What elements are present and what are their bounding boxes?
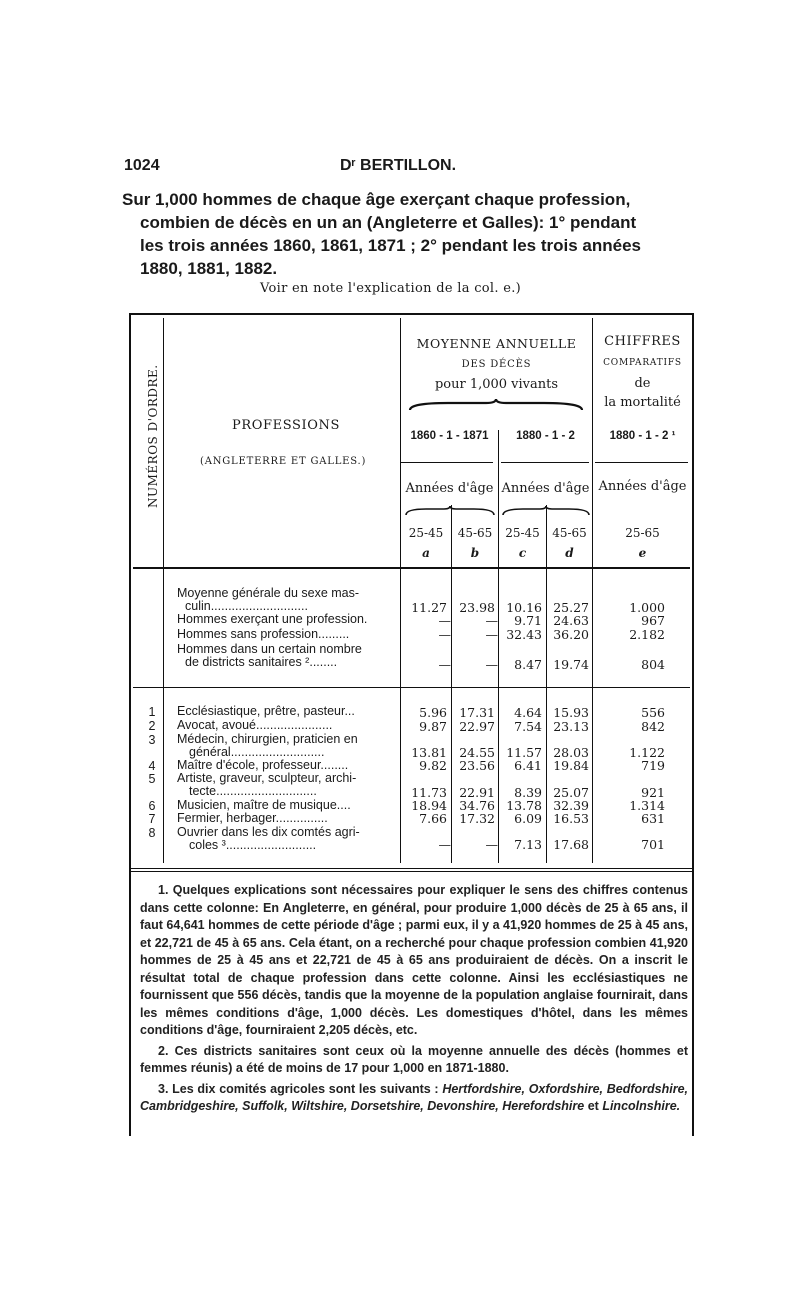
row-label-line: Hommes exerçant une profession. <box>177 612 368 626</box>
row-label-line: Musicien, maître de musique.... <box>177 798 351 812</box>
header-age-a: 25-45 <box>408 526 444 540</box>
header-moyenne-l3: pour 1,000 vivants <box>434 377 559 392</box>
table-row <box>177 826 360 852</box>
header-moyenne-l1: MOYENNE ANNUELLE <box>416 336 577 351</box>
cell-e: 2.182 <box>629 627 665 642</box>
rule-table-bottom-2 <box>131 871 692 872</box>
frame-left <box>129 313 131 1136</box>
cell-b: 24.55 <box>459 745 495 760</box>
rule-period2 <box>501 462 589 463</box>
header-annees-age-2: Années d'âge <box>501 481 590 496</box>
header-numeros-ordre: NUMÉROS D'ORDRE. <box>146 364 160 508</box>
row-number: 4 <box>148 759 156 773</box>
footnote-3-counties: Hertfordshire, Oxfordshire, Bedfordshire, Cambridgeshire, Suffolk, Wiltshire, Dorsetshire, Devonshire, Herefordshire <box>140 1081 688 1113</box>
cell-c: 4.64 <box>514 705 542 720</box>
cell-a: 9.87 <box>419 719 447 734</box>
sep-numeros <box>163 318 164 863</box>
cell-e: 719 <box>641 758 665 773</box>
rule-period3 <box>595 462 688 463</box>
table-row <box>177 643 362 669</box>
table-row <box>177 613 367 626</box>
running-header-author: Dʳ BERTILLON. <box>340 157 457 174</box>
cell-d: 25.27 <box>553 600 589 615</box>
cell-b: 23.98 <box>459 600 495 615</box>
page-number: 1024 <box>124 157 160 174</box>
cell-a: — <box>438 657 451 672</box>
title-line-3: les trois années 1860, 1861, 1871 ; 2° pendant les trois années <box>140 236 641 255</box>
row-number: 7 <box>148 812 156 826</box>
table-row <box>177 587 359 613</box>
row-number: 6 <box>148 799 156 813</box>
row-label-line: général........................... <box>189 745 325 759</box>
row-number: 5 <box>148 772 156 786</box>
cell-e: 1.122 <box>629 745 665 760</box>
brace-annees-2 <box>501 505 591 517</box>
row-label-line: Fermier, herbager............... <box>177 811 328 825</box>
header-letter-d: d <box>565 546 574 560</box>
cell-b: 34.76 <box>459 798 495 813</box>
title-note: Voir en note l'explication de la col. e.) <box>260 281 522 296</box>
cell-c: 6.09 <box>514 811 542 826</box>
header-age-b: 45-65 <box>457 526 493 540</box>
row-number: 1 <box>148 705 156 719</box>
frame-right <box>692 313 694 1136</box>
footnote-3 <box>140 1081 688 1116</box>
cell-e: 921 <box>641 785 665 800</box>
row-label-line: coles ³.......................... <box>189 838 317 852</box>
sep-professions <box>400 318 401 863</box>
cell-e: 1.000 <box>629 600 665 615</box>
table-row <box>177 719 332 732</box>
table-title <box>122 188 702 280</box>
row-label-line: Ouvrier dans les dix comtés agri- <box>177 825 360 839</box>
cell-e: 804 <box>641 657 665 672</box>
cell-a: 11.27 <box>411 600 447 615</box>
rule-header-bottom <box>133 567 690 569</box>
header-moyenne-l2: DES DÉCÈS <box>461 359 532 370</box>
header-chiffres-l1: CHIFFRES <box>604 334 681 349</box>
cell-e: 967 <box>641 613 665 628</box>
cell-d: 17.68 <box>553 837 589 852</box>
table-row <box>177 733 358 759</box>
row-label-line: Avocat, avoué...................... <box>177 718 333 732</box>
header-period-2: 1880 - 1 - 2 <box>516 430 575 442</box>
cell-c: 10.16 <box>506 600 542 615</box>
footnote-2: 2. Ces districts sanitaires sont ceux où la moyenne annuelle des décès (hommes et femmes réunis) a été de moins de 17 pour 1,000 en 1871-1880. <box>140 1043 688 1075</box>
cell-a: 9.82 <box>419 758 447 773</box>
footnote-1: 1. Quelques explications sont nécessaires pour expliquer le sens des chiffres contenus dans cette colonne: En Angleterre, en général, pour produire 1,000 décès de 25 à 65 ans, il faut 64,641 hommes de cette période d'âge ; parmi eux, il y a 41,920 hommes de 25 à 45 ans, et 22,721 de 45 à 65 ans. Cela étant, on a recherché pour chaque profession combien 41,920 hommes de 25 à 45 ans et 22,721 de 45 à 65 ans produiraient de décès. On a inscrit le résultat total de chaque profession dans cette colonne. Ainsi les ecclésiastiques ne fournissent que 556 décès, tandis que la moyenne de la population anglaise fournirait, dans les mêmes conditions d'âge, 1,000 décès. Les domestiques d'hôtel, dans les mêmes conditions d'âge, fourniraient 2,205 décès, etc. <box>140 883 688 1037</box>
row-number: 2 <box>148 719 156 733</box>
brace-annees-1 <box>404 505 496 517</box>
cell-a: 7.66 <box>419 811 447 826</box>
header-chiffres-l4: la mortalité <box>604 395 681 410</box>
header-period-1: 1860 - 1 - 1871 <box>410 430 489 442</box>
rule-period1 <box>401 462 493 463</box>
header-age-d: 45-65 <box>552 526 587 540</box>
cell-b: 17.31 <box>459 705 495 720</box>
cell-c: 32.43 <box>506 627 542 642</box>
cell-b: 17.32 <box>459 811 495 826</box>
cell-c: 9.71 <box>514 613 542 628</box>
row-label-line: Hommes sans profession......... <box>177 627 350 641</box>
cell-b: — <box>485 657 498 672</box>
cell-a: 18.94 <box>411 798 447 813</box>
row-label-line: culin............................ <box>185 599 308 613</box>
rule-group-sep <box>133 687 690 688</box>
brace-moyenne <box>408 398 584 414</box>
header-chiffres-l2: COMPARATIFS <box>603 358 682 368</box>
cell-a: 11.73 <box>411 785 447 800</box>
title-line-2: combien de décès en un an (Angleterre et Galles): 1° pendant <box>140 213 637 232</box>
cell-b: — <box>485 837 498 852</box>
cell-e: 556 <box>641 705 665 720</box>
row-label-line: Hommes dans un certain nombre <box>177 642 362 656</box>
row-number: 3 <box>148 733 156 747</box>
row-label-line: Artiste, graveur, sculpteur, archi- <box>177 771 357 785</box>
cell-c: 8.39 <box>514 785 542 800</box>
cell-b: — <box>485 613 498 628</box>
header-chiffres-l3: de <box>634 376 651 391</box>
cell-d: 15.93 <box>553 705 589 720</box>
cell-d: 36.20 <box>553 627 589 642</box>
cell-a: 5.96 <box>419 705 447 720</box>
footnotes <box>140 882 688 1119</box>
row-label-line: Médecin, chirurgien, praticien en <box>177 732 358 746</box>
cell-d: 16.53 <box>553 811 589 826</box>
cell-b: 22.91 <box>459 785 495 800</box>
cell-d: 28.03 <box>553 745 589 760</box>
table-row <box>177 628 349 641</box>
cell-a: — <box>438 613 451 628</box>
header-age-e: 25-65 <box>625 526 660 540</box>
cell-c: 11.57 <box>506 745 542 760</box>
header-annees-age-3: Années d'âge <box>598 479 687 494</box>
table-row <box>177 812 328 825</box>
cell-d: 23.13 <box>553 719 589 734</box>
cell-d: 24.63 <box>553 613 589 628</box>
header-professions-sub: (ANGLETERRE ET GALLES.) <box>200 456 367 467</box>
header-letter-e: e <box>638 546 647 560</box>
cell-b: 23.56 <box>459 758 495 773</box>
header-period-3: 1880 - 1 - 2 ¹ <box>609 430 676 442</box>
cell-d: 19.84 <box>553 758 589 773</box>
cell-c: 7.54 <box>514 719 542 734</box>
cell-e: 842 <box>641 719 665 734</box>
footnote-3-prefix: 3. Les dix comités agricoles sont les suivants : <box>158 1081 439 1096</box>
header-annees-age-1: Années d'âge <box>405 481 494 496</box>
cell-c: 6.41 <box>514 758 542 773</box>
title-line-1: Sur 1,000 hommes de chaque âge exerçant chaque profession, <box>122 190 631 209</box>
cell-c: 8.47 <box>514 657 542 672</box>
cell-c: 7.13 <box>514 837 542 852</box>
header-letter-c: c <box>518 546 527 560</box>
footnote-3-last: Lincolnshire. <box>602 1099 681 1113</box>
header-letter-b: b <box>470 546 480 560</box>
cell-a: — <box>438 837 451 852</box>
header-professions: PROFESSIONS <box>232 418 340 433</box>
cell-b: 22.97 <box>459 719 495 734</box>
row-label-line: Ecclésiastique, prêtre, pasteur... <box>177 704 355 718</box>
header-age-c: 25-45 <box>505 526 540 540</box>
row-label-line: de districts sanitaires ²........ <box>185 655 338 669</box>
cell-e: 701 <box>641 837 665 852</box>
rule-table-bottom <box>131 868 692 869</box>
row-label-line: tecte............................. <box>189 784 317 798</box>
cell-b: — <box>485 627 498 642</box>
table-row <box>177 772 356 798</box>
title-line-4: 1880, 1881, 1882. <box>140 259 278 278</box>
table-row <box>177 705 355 718</box>
cell-d: 32.39 <box>553 798 589 813</box>
cell-e: 631 <box>641 811 665 826</box>
cell-d: 19.74 <box>553 657 589 672</box>
row-label-line: Moyenne générale du sexe mas- <box>177 586 360 600</box>
cell-d: 25.07 <box>553 785 589 800</box>
row-label-line: Maître d'école, professeur........ <box>177 758 349 772</box>
cell-c: 13.78 <box>506 798 542 813</box>
row-number: 8 <box>148 826 156 840</box>
cell-a: — <box>438 627 451 642</box>
cell-e: 1.314 <box>629 798 665 813</box>
cell-a: 13.81 <box>411 745 447 760</box>
header-letter-a: a <box>422 546 430 560</box>
footnote-3-and: et <box>587 1099 599 1113</box>
frame-top <box>129 313 694 315</box>
